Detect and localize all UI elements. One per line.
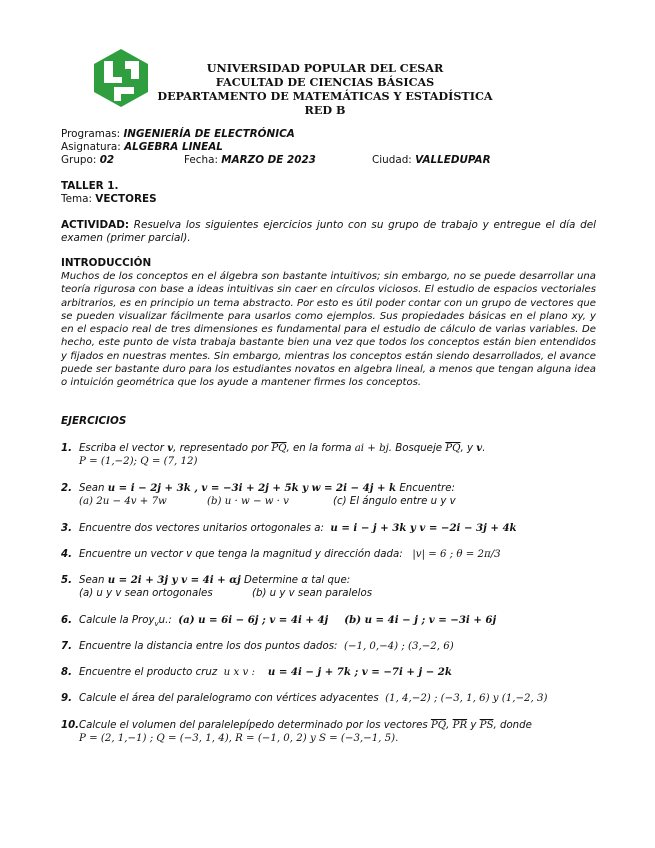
tema-value: VECTORES — [95, 193, 157, 205]
university-logo — [90, 47, 152, 109]
exercise-5: 5. Sean u = 2i + 3j y v = 4i + αj Determine α tal que: (a) u y v sean ortogonales (b) u y v sean paralelos — [61, 574, 373, 599]
fecha-row: Fecha: MARZO DE 2023 — [184, 154, 316, 166]
actividad-paragraph: ACTIVIDAD: Resuelva los siguientes ejercicios junto con su grupo de trabajo y entregue el día del examen (primer parcial). — [61, 219, 596, 245]
exercise-7: 7. Encuentre la distancia entre los dos puntos dados: (−1, 0,−4) ; (3,−2, 6) — [61, 641, 454, 652]
intro-paragraph: Muchos de los conceptos en el álgebra son bastante intuitivos; sin embargo, no se puede desarrollar una teoría rigurosa con base a ideas intuitivas sin caer en círculos viciosos. El estudio de espacios vectoriales arbitrarios, es en principio un tema abstracto. Por esto es útil poder contar con un grupo de vectores que se pueden visualizar fácilmente para usarlos como ejemplos. Sus propiedades básicas en el plano xy, y en el espacio real de tres dimensiones es fundamental para el estudio de cálculo de varias variables. De hecho, este punto de vista trabaja bastante bien una vez que todos los conceptos están bien entendidos y fijados en nuestras mentes. Sin embargo, mientras los conceptos están siendo desarrollados, el avance puede ser bastante duro para los estudiantes novatos en algebra lineal, a menos que tengan alguna idea o intuición geométrica que los ayude a mantener firmes los conceptos. — [61, 271, 596, 389]
exercise-8: 8. Encuentre el producto cruz u x v : u = 4i − j + 7k ; v = −7i + j − 2k — [61, 666, 452, 678]
intro-title: INTRODUCCIÓN — [61, 257, 152, 269]
exercise-1: 1. Escriba el vector v, representado por $\overline{PQ}$, en la forma ai + bj. Bosqueje $\overline{PQ}$, y v. P = (1,−2); Q = (7, 12) — [61, 442, 486, 467]
faculty-name: FACULTAD DE CIENCIAS BÁSICAS — [215, 75, 435, 89]
ejercicios-title: EJERCICIOS — [61, 415, 127, 427]
grupo-value: 02 — [99, 154, 115, 166]
ciudad-value: VALLEDUPAR — [415, 154, 491, 166]
exercise-4: 4. Encuentre un vector v que tenga la magnitud y dirección dada: |v| = 6 ; θ = 2π/3 — [61, 549, 501, 560]
asignatura-row: Asignatura: ALGEBRA LINEAL — [61, 141, 223, 153]
programas-row: Programas: INGENIERÍA DE ELECTRÓNICA — [61, 128, 295, 140]
exercise-3: 3. Encuentre dos vectores unitarios ortogonales a: u = i − j + 3k y v = −2i − 3j + 4k — [61, 522, 517, 534]
ciudad-row: Ciudad: VALLEDUPAR — [372, 154, 491, 166]
programas-value: INGENIERÍA DE ELECTRÓNICA — [123, 128, 295, 140]
exercise-10: 10.Calcule el volumen del paralelepípedo determinado por los vectores $\overline{PQ}$, $\overline{PR}$ y $\overline{PS}$, donde P = (2, 1,−1) ; Q = (−3, 1, 4), R = (−1, 0, 2) y S = (−3,−1, 5). — [61, 720, 532, 744]
tema-row: Tema: VECTORES — [61, 193, 157, 205]
asignatura-value: ALGEBRA LINEAL — [124, 141, 223, 153]
network-name: RED B — [304, 103, 346, 117]
exercise-9: 9. Calcule el área del paralelogramo con vértices adyacentes (1, 4,−2) ; (−3, 1, 6) y (1,−2, 3) — [61, 693, 548, 704]
grupo-row: Grupo: 02 — [61, 154, 115, 166]
exercise-2: 2. Sean u = i − 2j + 3k , v = −3i + 2j + 5k y w = 2i − 4j + k Encuentre: (a) 2u − 4v + 7w (b) u · w − w · v (c) El ángulo entre u y v — [61, 482, 456, 507]
department-name: DEPARTAMENTO DE MATEMÁTICAS Y ESTADÍSTICA — [157, 89, 493, 103]
university-name: UNIVERSIDAD POPULAR DEL CESAR — [206, 61, 444, 75]
taller-title: TALLER 1. — [61, 180, 119, 192]
fecha-value: MARZO DE 2023 — [221, 154, 316, 166]
exercise-6: 6. Calcule la Proy$_v$u.: (a) u = 6i − 6j ; v = 4i + 4j (b) u = 4i − j ; v = −3i + 6j — [61, 614, 497, 629]
